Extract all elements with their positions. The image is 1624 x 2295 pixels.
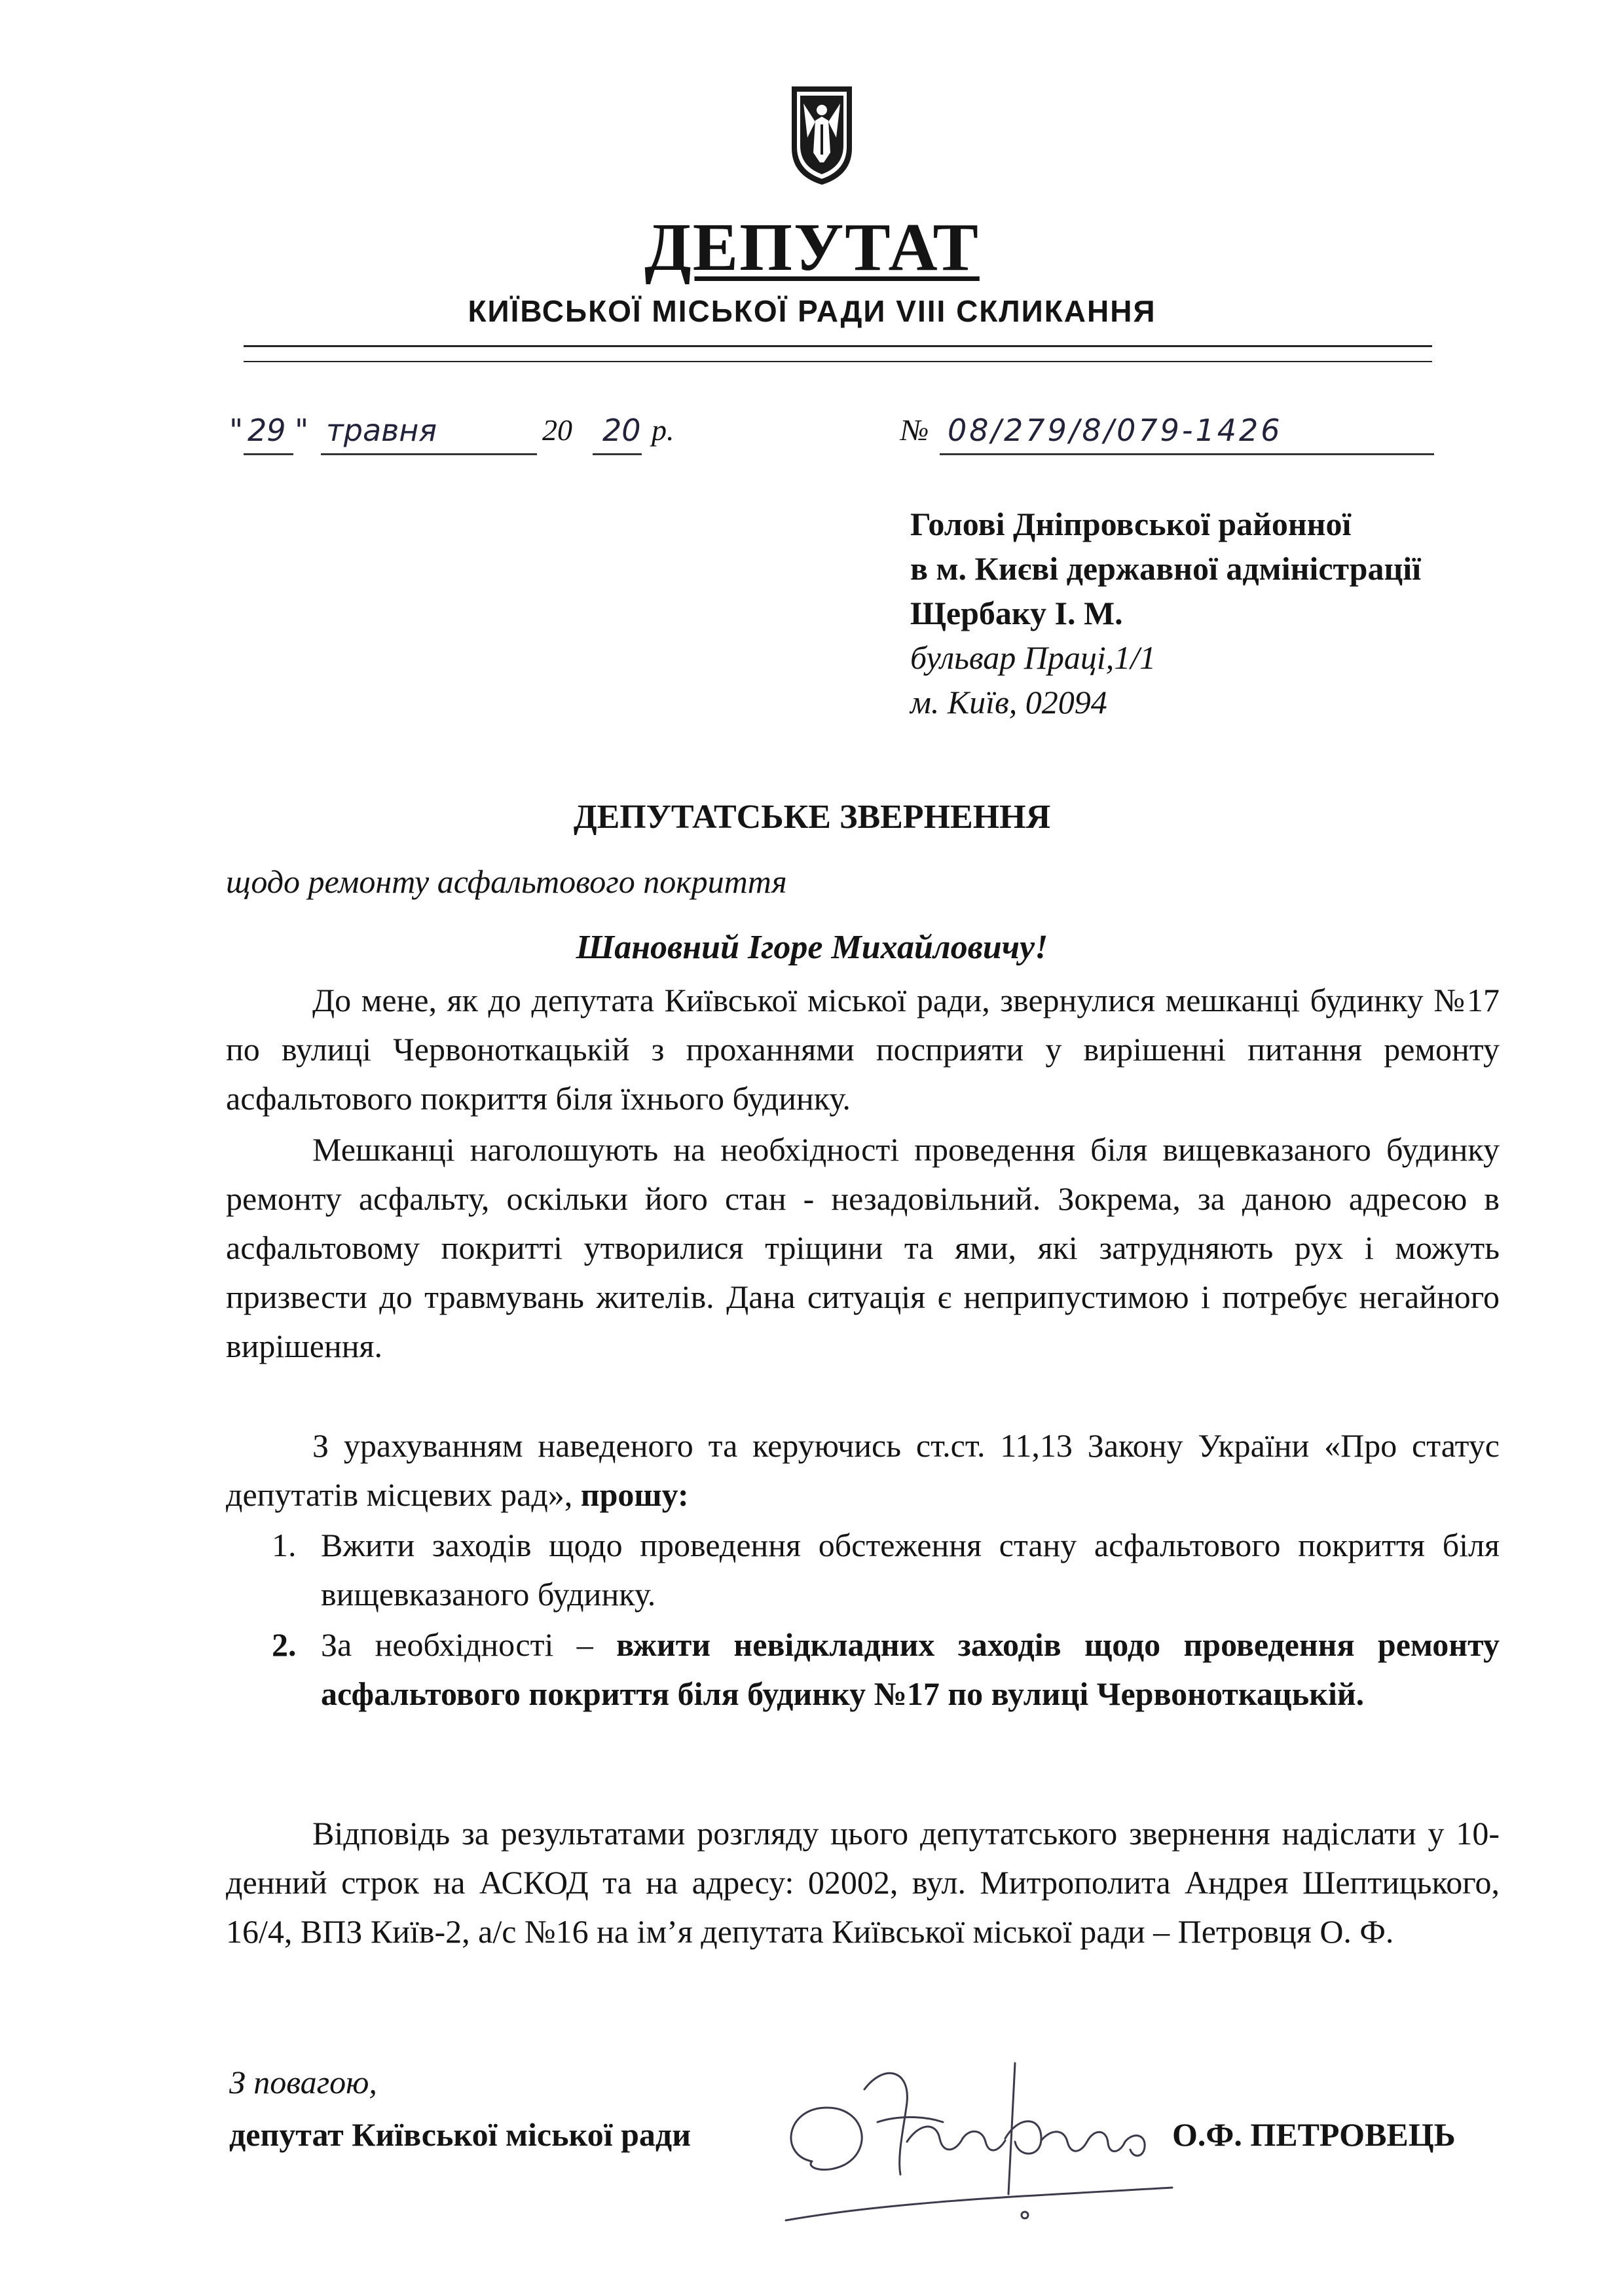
request-keyword: прошу: [580, 1476, 689, 1513]
date-year-underline [593, 453, 642, 455]
signatory-role: депутат Київської міської ради [229, 2116, 692, 2153]
date-day-underline [244, 453, 293, 455]
letterhead-title: ДЕПУТАТ [644, 210, 980, 285]
addressee-street: бульвар Праці,1/1 [910, 639, 1156, 676]
date-day: 29 [248, 413, 286, 448]
date-year-prefix: 20 [542, 413, 572, 447]
salutation: Шановний Ігоре Михайловичу! [576, 929, 1048, 966]
list-item-2-number: 2. [272, 1626, 297, 1663]
document-title: ДЕПУТАТСЬКЕ ЗВЕРНЕННЯ [573, 798, 1051, 836]
body-paragraph-3 [226, 1421, 1500, 1520]
date-month: травня [326, 413, 437, 448]
closing-phrase: З повагою, [229, 2064, 377, 2100]
list-item-1-number: 1. [272, 1527, 297, 1563]
letterhead-rule-top [244, 345, 1432, 347]
regno-underline [940, 453, 1434, 455]
body-paragraph-4: Відповідь за результатами розгляду цього депутатського звернення надіслати у 10-денний строк на АСКОД та на адресу: 02002, вул. Митрополита Андрея Шептицького, 16/4, ВПЗ Київ-2, а/с №16 на ім’я депутата Київської міської ради – Петровця О. Ф. [226, 1815, 1500, 1950]
signatory-name: О.Ф. ПЕТРОВЕЦЬ [1172, 2116, 1456, 2153]
document-subject: щодо ремонту асфальтового покриття [226, 863, 787, 900]
list-item-2-plain: За необхідності – [321, 1626, 593, 1663]
registration-number-line [900, 413, 1434, 472]
regno-value: 08/279/8/079-1426 [948, 413, 1283, 448]
date-year-suffix: 20 [602, 413, 641, 448]
paragraph-3-text: З урахуванням наведеного та керуючись ст.ст. 11,13 Закону України «Про статус депутатів місцевих рад», [226, 1427, 1500, 1513]
addressee-name: Щербаку І. М. [910, 595, 1123, 631]
regno-prefix: № [900, 413, 929, 447]
addressee-line-2: в м. Києві державної адміністрації [910, 550, 1422, 587]
date-line [229, 413, 701, 472]
date-suffix: р. [652, 413, 674, 447]
kyiv-coat-of-arms-icon [789, 84, 855, 187]
addressee-line-1: Голові Дніпровської районної [910, 506, 1352, 542]
handwritten-signature [766, 2024, 1185, 2233]
date-close-quote: " [295, 413, 309, 448]
list-item-2-bold: вжити невідкладних заходів щодо проведення ремонту асфальтового покриття біля будинку №17 по вулиці Червоноткацькій. [321, 1626, 1500, 1712]
letterhead-subtitle: КИЇВСЬКОЇ МІСЬКОЇ РАДИ VIII СКЛИКАННЯ [468, 294, 1156, 328]
date-open-quote: " [229, 413, 244, 448]
list-item-2 [321, 1620, 1500, 1719]
letterhead-rule-bottom [244, 361, 1432, 362]
body-paragraph-1: До мене, як до депутата Київської міської ради, звернулися мешканці будинку №17 по вулиці Червоноткацькій з проханнями посприяти у вирішенні питання ремонту асфальтового покриття біля їхнього будинку. [226, 982, 1500, 1117]
addressee-city: м. Київ, 02094 [910, 684, 1107, 720]
body-paragraph-2: Мешканці наголошують на необхідності проведення біля вищевказаного будинку ремонту асфальту, оскільки його стан - незадовільний. Зокрема, за даною адресою в асфальтовому покритті утворилися тріщини та ями, які затрудняють рух і можуть призвести до травмувань жителів. Дана ситуація є неприпустимою і потребує негайного вирішення. [226, 1131, 1500, 1364]
date-month-underline [321, 453, 537, 455]
list-item-1: Вжити заходів щодо проведення обстеження стану асфальтового покриття біля вищевказаного будинку. [321, 1527, 1500, 1613]
